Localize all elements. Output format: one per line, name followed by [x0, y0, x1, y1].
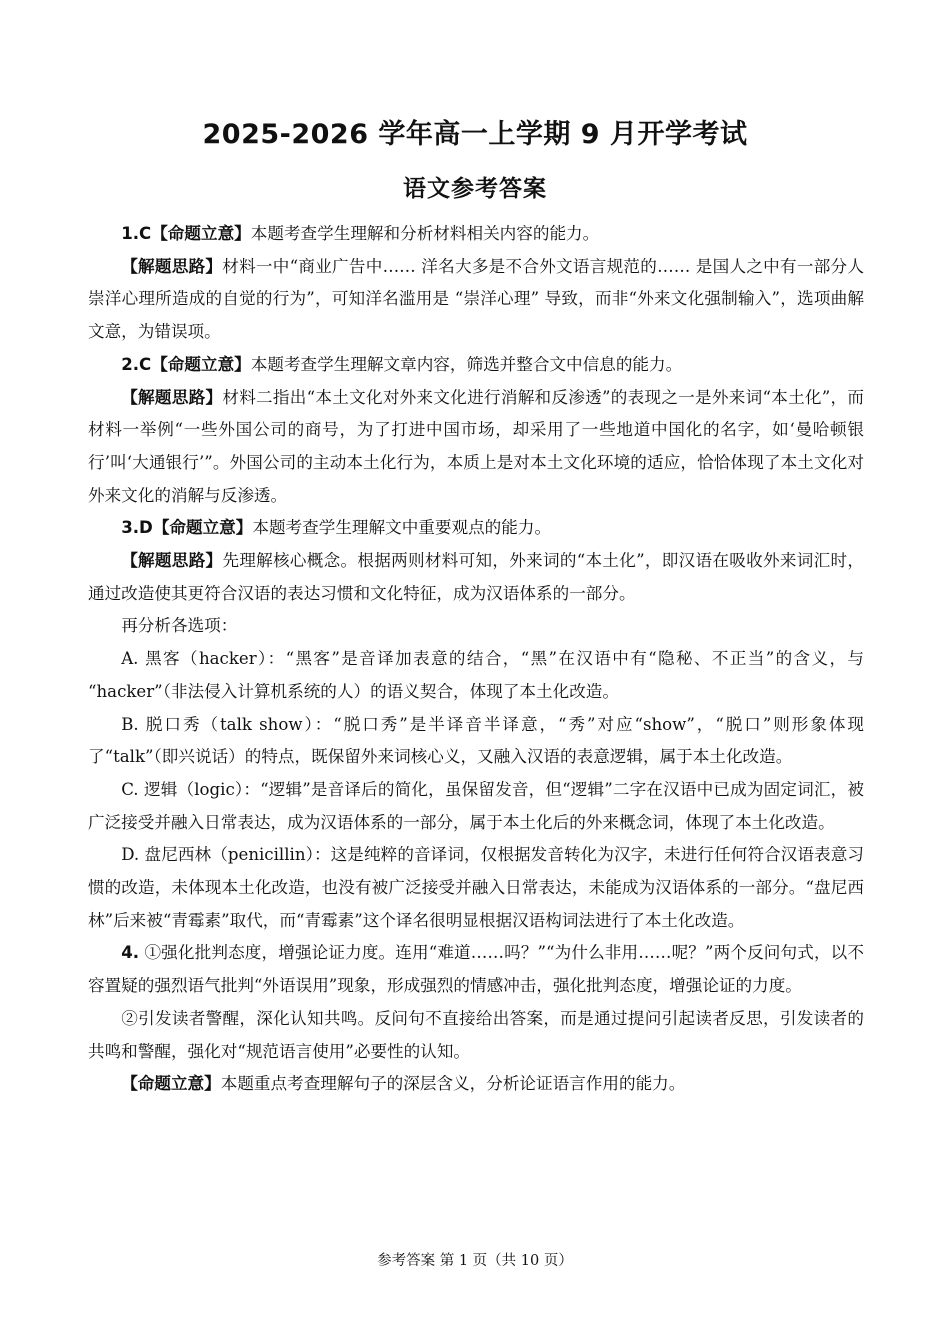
q1-intent-paragraph: [88, 218, 864, 251]
approach-label: 【解题思路】: [121, 387, 223, 407]
q3-options-intro: 再分析各选项：: [121, 616, 238, 636]
q4-intent-paragraph: [88, 1068, 864, 1101]
intent-label: 【命题立意】: [151, 224, 251, 243]
intent-label: 【命题立意】: [121, 1074, 221, 1094]
q1-approach-text: 材料一中“商业广告中…… 洋名大多是不合外文语言规范的…… 是国人之中有一部分人崇洋心理所造成的自觉的行为”，可知洋名滥用是 “崇洋心理” 导致，而非“外来文化强制输入”，选项曲解文意，为错误项。: [88, 256, 864, 342]
q3-intent-paragraph: [88, 512, 864, 545]
answer-body: [88, 218, 864, 1101]
q2-approach-paragraph: [88, 382, 864, 513]
q3-option-d: D. 盘尼西林（penicillin）：这是纯粹的音译词，仅根据发音转化为汉字，未进行任何符合汉语表意习惯的改造，未体现本土化改造，也没有被广泛接受并融入日常表达，未能成为汉语体系的一部分。“盘尼西林”后来被“青霉素”取代，而“青霉素”这个译名很明显根据汉语构词法进行了本土化改造。: [88, 845, 864, 930]
q2-intent-paragraph: [88, 349, 864, 382]
q4-intent-text: 本题重点考查理解句子的深层含义，分析论证语言作用的能力。: [220, 1074, 686, 1094]
q4-point-1-text: ①强化批判态度，增强论证力度。连用“难道……吗？”“为什么非用……呢？”两个反问句式，以不容置疑的强烈语气批判“外语误用”现象，形成强烈的情感冲击，强化批判态度，增强论证的力度。: [88, 943, 864, 996]
q4-number: 4.: [121, 943, 140, 963]
q1-intent-text: 本题考查学生理解和分析材料相关内容的能力。: [250, 224, 600, 243]
q1-approach-paragraph: [88, 251, 864, 349]
document-subtitle: 语文参考答案: [403, 176, 547, 202]
intent-label: 【命题立意】: [152, 518, 253, 538]
q3-approach-text: 先理解核心概念。根据两则材料可知，外来词的“本土化”，即汉语在吸收外来词汇时，通过改造使其更符合汉语的表达习惯和文化特征，成为汉语体系的一部分。: [88, 551, 865, 603]
intent-label: 【命题立意】: [151, 354, 251, 374]
q4-point-1: [88, 937, 864, 1002]
q3-option-b: B. 脱口秀（talk show）：“脱口秀”是半译音半译意，“秀”对应“show”，“脱口”则形象体现了“talk”（即兴说话）的特点，既保留外来词核心义，又融入汉语的表意逻辑，属于本土化改造。: [88, 714, 864, 767]
q3-answer: 3.D: [121, 518, 153, 538]
page-footer: 参考答案 第 1 页（共 10 页）: [377, 1253, 573, 1269]
q3-approach-paragraph: [88, 545, 864, 610]
q2-answer: 2.C: [121, 354, 152, 374]
document-title: 2025-2026 学年高一上学期 9 月开学考试: [202, 119, 748, 150]
approach-label: 【解题思路】: [121, 551, 223, 571]
q4-point-2: ②引发读者警醒，深化认知共鸣。反问句不直接给出答案，而是通过提问引起读者反思，引发读者的共鸣和警醒，强化对“规范语言使用”必要性的认知。: [88, 1008, 864, 1061]
q3-option-a: A. 黑客（hacker）：“黑客”是音译加表意的结合，“黑”在汉语中有“隐秘、不正当”的含义，与 “hacker”（非法侵入计算机系统的人）的语义契合，体现了本土化改造。: [88, 649, 864, 701]
q2-approach-text: 材料二指出“本土文化对外来文化进行消解和反渗透”的表现之一是外来词“本土化”，而材料一举例“一些外国公司的商号，为了打进中国市场，却采用了一些地道中国化的名字，如‘曼哈顿银行’叫‘大通银行’”。外国公司的主动本土化行为，本质上是对本土文化环境的适应，恰恰体现了本土文化对外来文化的消解与反渗透。: [88, 387, 864, 505]
q2-intent-text: 本题考查学生理解文章内容，筛选并整合文中信息的能力。: [250, 354, 683, 374]
q3-option-c: C. 逻辑（logic）：“逻辑”是音译后的简化，虽保留发音，但“逻辑”二字在汉语中已成为固定词汇，被广泛接受并融入日常表达，成为汉语体系的一部分，属于本土化后的外来概念词，体现了本土化改造。: [88, 779, 864, 832]
q3-intent-text: 本题考查学生理解文中重要观点的能力。: [252, 518, 552, 538]
q1-answer: 1.C: [121, 224, 152, 243]
approach-label: 【解题思路】: [121, 256, 223, 276]
